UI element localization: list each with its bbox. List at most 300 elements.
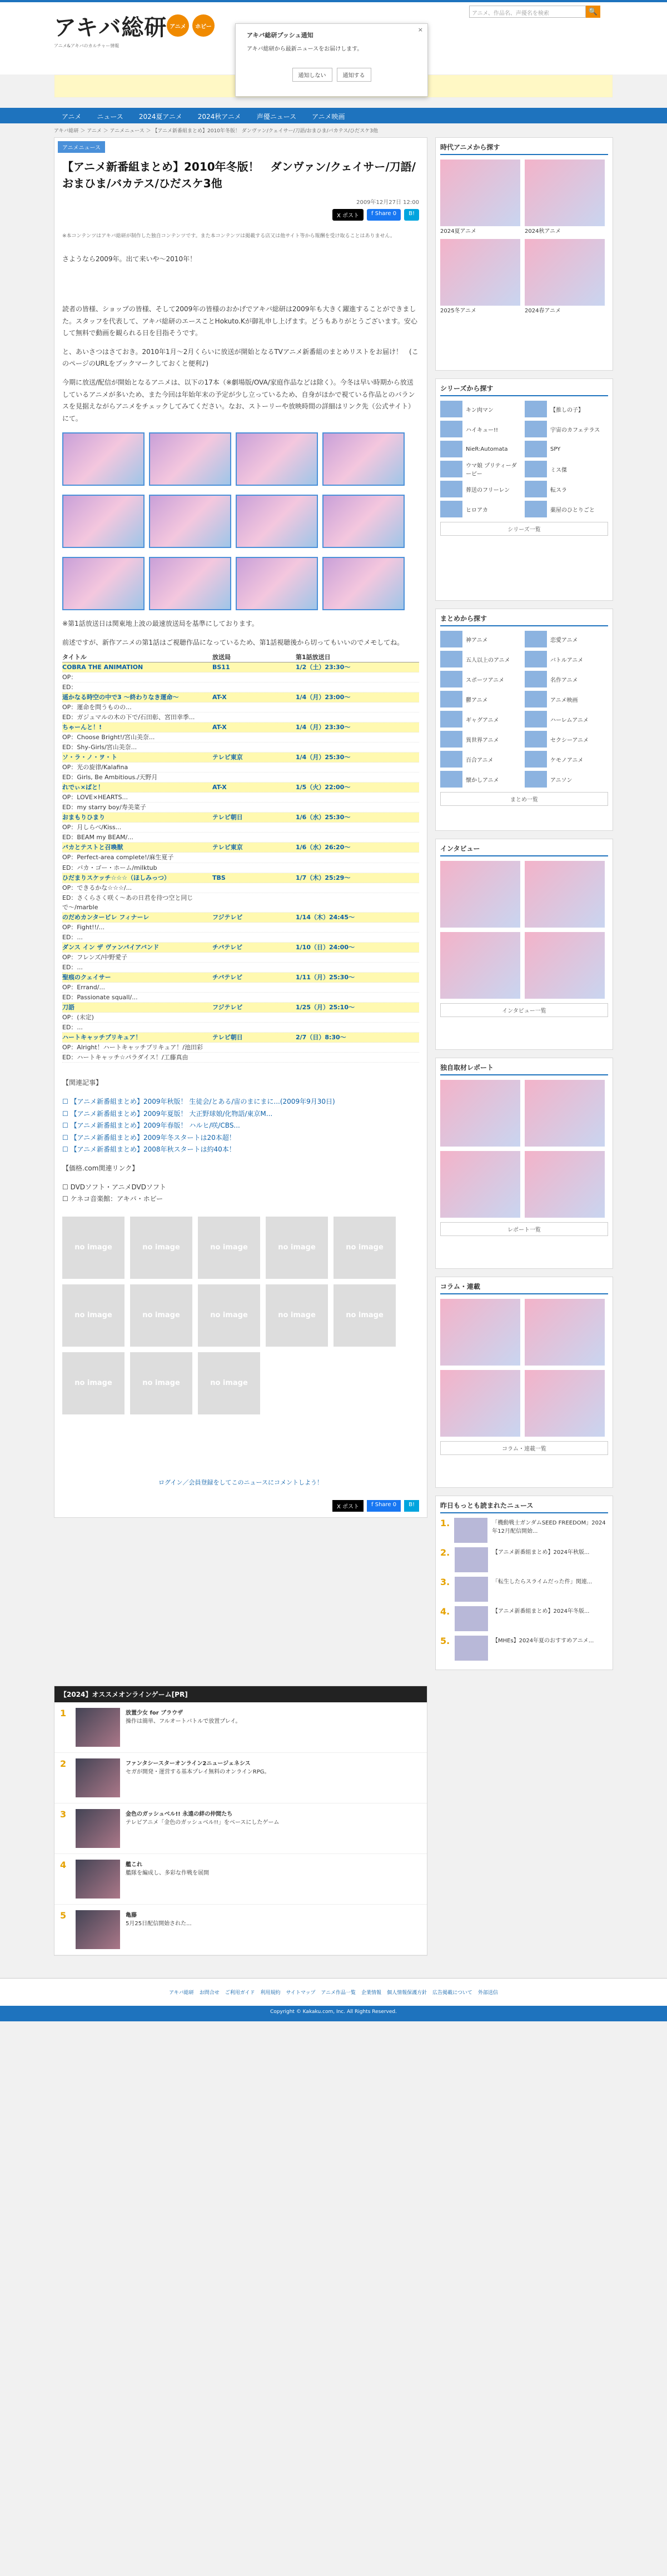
anime-title: OP：月しらべ/Kiss... xyxy=(62,824,122,831)
rank-title: 「転生したらスライムだった件」関連... xyxy=(492,1579,593,1585)
disclaimer: ※本コンテンツはアキバ総研が制作した独自コンテンツです。また本コンテンツは掲載する店又は他サイト等から報酬を受け取ることはありません。 xyxy=(62,233,396,239)
matome-thumb xyxy=(440,731,462,748)
matome-label: ギャグアニメ xyxy=(466,717,499,724)
series-thumb xyxy=(525,421,547,437)
search-icon[interactable]: 🔍 xyxy=(586,6,600,18)
anime-thumbnail[interactable] xyxy=(149,557,231,610)
no-image-placeholder[interactable]: no image xyxy=(198,1284,260,1347)
anime-title[interactable]: れでぃ×ばと！ xyxy=(62,784,104,791)
anime-title[interactable]: 聖痕のクェイサー xyxy=(62,974,111,981)
table-row xyxy=(62,1023,419,1033)
nav-item[interactable]: アニメ xyxy=(62,113,82,121)
publish-date: 2009年12月27日 12:00 xyxy=(356,200,419,206)
site-header xyxy=(0,2,667,79)
series-thumb xyxy=(440,441,462,457)
series-link[interactable] xyxy=(440,401,521,417)
table-row xyxy=(62,763,419,773)
related-link[interactable]: ☐ 【アニメ新番組まとめ】2009年秋版！ 生徒会/とある/宙のまにまに...(2009年9月30日) xyxy=(62,1098,335,1106)
season-link[interactable]: 2025冬アニメ xyxy=(440,239,520,314)
push-body: アキバ総研から最新ニュースをお届けします。 xyxy=(247,46,363,52)
interview-thumb[interactable] xyxy=(525,932,605,999)
no-image-placeholder[interactable]: no image xyxy=(130,1284,192,1347)
anime-title: ED：Passionate squall/... xyxy=(62,994,138,1001)
anime-thumbnail[interactable] xyxy=(62,495,145,548)
station xyxy=(212,993,296,1002)
nav-item[interactable]: アニメ映画 xyxy=(312,113,345,121)
matome-label: アニソン xyxy=(550,777,573,784)
footer xyxy=(0,1978,667,2006)
anime-thumbnail[interactable] xyxy=(322,432,405,486)
start-date xyxy=(296,793,419,802)
table-row xyxy=(62,783,419,793)
station: フジテレビ xyxy=(212,913,243,921)
rank-thumb xyxy=(455,1606,488,1631)
station xyxy=(212,733,296,742)
station xyxy=(212,803,296,812)
matome-thumb xyxy=(440,651,462,667)
matome-thumb xyxy=(440,771,462,788)
no-image-placeholder[interactable]: no image xyxy=(266,1284,328,1347)
table-row xyxy=(62,1013,419,1023)
matome-thumb xyxy=(440,671,462,687)
series-link[interactable] xyxy=(525,481,606,497)
start-date xyxy=(296,953,419,962)
game-desc: 操作は簡単、フルオートバトルで放置プレイ。 xyxy=(126,1718,241,1725)
series-link[interactable] xyxy=(525,421,606,437)
rank-item[interactable] xyxy=(440,1636,608,1661)
matome-link[interactable] xyxy=(440,671,521,687)
related-link[interactable]: ☐ 【アニメ新番組まとめ】2008年秋スタートは約40本！ xyxy=(62,1145,236,1154)
series-link[interactable] xyxy=(525,401,606,417)
start-date xyxy=(296,833,419,842)
anime-title: OP：Fight!!/... xyxy=(62,923,105,931)
rank-title: 【アニメ新番組まとめ】2024年冬版... xyxy=(492,1608,590,1615)
intro-text: さようなら2009年。出て来いや〜2010年！ xyxy=(62,255,197,263)
matome-label: スポーツアニメ xyxy=(466,677,505,684)
sidebar-heading: 時代アニメから探す xyxy=(440,142,608,155)
comment-login-link[interactable]: ログイン／会員登録をしてこのニュースにコメントしよう！ xyxy=(158,1478,323,1486)
report-thumb[interactable] xyxy=(525,1151,605,1218)
copyright: Copyright © Kakaku.com, Inc. All Rights Reserved. xyxy=(0,2006,667,2021)
nav-item[interactable]: 声優ニュース xyxy=(256,113,297,121)
table-row xyxy=(62,753,419,763)
report-thumb[interactable] xyxy=(525,1080,605,1147)
push-dialog xyxy=(235,23,428,97)
footer-link[interactable]: 外部送信 xyxy=(477,1990,498,1996)
anime-title[interactable]: ひだまりスケッチ☆☆☆（ほしみっつ） xyxy=(62,874,171,881)
matome-link[interactable] xyxy=(440,711,521,728)
no-image-placeholder[interactable]: no image xyxy=(130,1352,192,1414)
matome-link[interactable] xyxy=(440,691,521,707)
series-link[interactable] xyxy=(440,501,521,517)
rank-item[interactable] xyxy=(440,1547,608,1572)
station: テレビ東京 xyxy=(212,754,243,761)
series-link[interactable] xyxy=(525,441,606,457)
nav-item[interactable]: 2024秋アニメ xyxy=(197,113,241,121)
anime-title: OP：Errand/... xyxy=(62,984,105,991)
station: AT-X xyxy=(212,784,227,791)
game-title[interactable]: 放置少女 for ブラウザ xyxy=(126,1710,183,1716)
table-row xyxy=(62,743,419,753)
anime-title: ED：Girls, Be Ambitious./天野月 xyxy=(62,774,158,781)
footer-link[interactable]: 利用規約 xyxy=(260,1990,281,1996)
matome-link[interactable] xyxy=(440,731,521,748)
recommend-item[interactable] xyxy=(54,1753,427,1803)
anime-thumbnail[interactable] xyxy=(149,495,231,548)
matome-link[interactable] xyxy=(525,651,606,667)
station xyxy=(212,712,296,722)
sidebar-heading: 独自取材レポート xyxy=(440,1063,608,1075)
season-link[interactable]: 2024夏アニメ xyxy=(440,160,520,235)
recommend-item[interactable] xyxy=(54,1702,427,1753)
hatena-button[interactable]: B! xyxy=(404,1500,419,1512)
footer-link[interactable]: 企業情報 xyxy=(361,1990,382,1996)
recommend-item[interactable] xyxy=(54,1803,427,1854)
anime-thumbnail[interactable] xyxy=(322,557,405,610)
start-date: 2/7（日）8:30〜 xyxy=(296,1034,346,1042)
game-title[interactable]: 艦これ xyxy=(126,1862,142,1868)
station: テレビ朝日 xyxy=(212,1034,243,1042)
series-link[interactable] xyxy=(440,461,521,477)
no-image-placeholder[interactable]: no image xyxy=(266,1217,328,1279)
table-row xyxy=(62,712,419,723)
series-label: 宇宙のカフェテラス xyxy=(550,427,600,434)
matome-link[interactable] xyxy=(525,731,606,748)
matome-label: 百合アニメ xyxy=(466,757,494,764)
no-image-placeholder[interactable]: no image xyxy=(130,1217,192,1279)
series-thumb xyxy=(440,421,462,437)
station xyxy=(212,963,296,972)
table-row xyxy=(62,682,419,692)
anime-title[interactable]: のだめカンタービレ フィナーレ xyxy=(62,913,150,921)
game-title[interactable]: 金色のガッシュベル!! 永遠の絆の仲間たち xyxy=(126,1811,233,1817)
rank-thumb xyxy=(455,1577,488,1602)
station xyxy=(212,833,296,842)
table-row xyxy=(62,873,419,883)
start-date: 1/25（月）25:10〜 xyxy=(296,1004,355,1012)
shop-link[interactable]: ☐ ケネコ音楽館：アキバ・ホビー xyxy=(62,1195,163,1203)
no-image-placeholder[interactable]: no image xyxy=(62,1284,125,1347)
series-label: 薬屋のひとりごと xyxy=(550,507,595,514)
rank-item[interactable] xyxy=(440,1518,608,1543)
anime-title[interactable]: ソ・ラ・ノ・ヲ・ト xyxy=(62,754,117,761)
station: テレビ東京 xyxy=(212,844,243,851)
close-icon[interactable]: × xyxy=(417,26,423,33)
no-image-placeholder[interactable]: no image xyxy=(62,1217,125,1279)
allow-button[interactable]: 通知する xyxy=(337,68,371,82)
more-button[interactable]: まとめ一覧 xyxy=(440,792,608,806)
start-date: 1/6（水）25:30〜 xyxy=(296,814,351,821)
start-date xyxy=(296,1013,419,1022)
station xyxy=(212,672,296,682)
footer-link[interactable]: アキバ総研 xyxy=(169,1990,194,1996)
matome-label: 恋愛アニメ xyxy=(550,637,578,644)
start-date xyxy=(296,983,419,992)
anime-title[interactable]: ダンス イン ザ ヴァンパイアバンド xyxy=(62,943,160,951)
column-thumb[interactable] xyxy=(525,1370,605,1437)
breadcrumb[interactable]: アキバ総研 ＞ アニメ ＞ アニメニュース ＞ 【アニメ新番組まとめ】2010年冬版！ ダンヴァン/クェイサー/刀語/おまひま/バカテス/ひだスケ3他 xyxy=(54,128,379,134)
start-date: 1/10（日）24:00〜 xyxy=(296,943,355,951)
article xyxy=(54,137,427,1518)
facebook-share-button[interactable]: f Share 0 xyxy=(367,1500,401,1512)
no-image-placeholder[interactable]: no image xyxy=(334,1217,396,1279)
game-info xyxy=(126,1910,192,1949)
station: フジテレビ xyxy=(212,1004,243,1012)
hatena-button[interactable]: B! xyxy=(404,209,419,221)
site-logo[interactable]: アキバ総研 アニメ&アキバのカルチャー情報 xyxy=(54,14,167,48)
matome-thumb xyxy=(440,691,462,707)
anime-title: OP：LOVE×HEARTS... xyxy=(62,794,128,801)
matome-thumb xyxy=(525,671,547,687)
related-link[interactable]: ☐ 【アニメ新番組まとめ】2009年春版！ ハルヒ/咲/CBS... xyxy=(62,1122,240,1130)
game-title[interactable]: 亀藤 xyxy=(126,1912,137,1919)
anime-title[interactable]: COBRA THE ANIMATION xyxy=(62,663,143,671)
series-label: 葬送のフリーレン xyxy=(466,487,510,494)
matome-link[interactable] xyxy=(440,771,521,788)
column-thumb[interactable] xyxy=(525,1299,605,1366)
related-link[interactable]: ☐ 【アニメ新番組まとめ】2009年夏版！ 大正野球娘/化物語/東京M... xyxy=(62,1109,273,1118)
no-image-placeholder[interactable]: no image xyxy=(198,1352,260,1414)
report-thumb[interactable] xyxy=(440,1151,520,1218)
matome-thumb xyxy=(525,631,547,647)
rank-thumb xyxy=(455,1547,488,1572)
series-link[interactable] xyxy=(440,481,521,497)
sidebar-heading: 昨日もっとも読まれたニュース xyxy=(440,1501,608,1513)
anime-title[interactable]: おまもりひまり xyxy=(62,814,105,821)
footer-link[interactable]: お問合せ xyxy=(199,1990,220,1996)
series-label: 【推しの子】 xyxy=(550,407,584,413)
anime-title: ED：さくらさく咲く〜あの日君を待つ空と同じで〜/marble xyxy=(62,894,193,911)
series-label: ミス傑 xyxy=(550,467,567,474)
deny-button[interactable]: 通知しない xyxy=(292,68,332,82)
related-link[interactable]: ☐ 【アニメ新番組まとめ】2009年冬スタートは20本超！ xyxy=(62,1133,236,1142)
matome-link[interactable] xyxy=(440,751,521,768)
matome-thumb xyxy=(525,711,547,728)
table-header: 第1話放送日 xyxy=(296,653,331,661)
recommend-item[interactable] xyxy=(54,1854,427,1905)
no-image-placeholder[interactable]: no image xyxy=(198,1217,260,1279)
matome-label: ケモノアニメ xyxy=(550,757,584,764)
series-link[interactable] xyxy=(440,421,521,437)
matome-link[interactable] xyxy=(440,631,521,647)
footer-link[interactable]: アニメ作品一覧 xyxy=(321,1990,356,1996)
start-date xyxy=(296,702,419,712)
footer-link[interactable]: ご利用ガイド xyxy=(225,1990,255,1996)
matome-thumb xyxy=(525,751,547,768)
body-text: 今期に放送/配信が開始となるアニメは、以下の17本（※劇場版/OVA/家庭作品などは除く）。今冬は早い時期から放送しているアニメが多いため、また今回は年始年末の予定が少し立っているため、自身がほかで視ている作品とのバランスを見据えながらアニメをチェックしてみてください。なお、ストーリーや放映時間の詳細はリンク先（公式サイト）にて。 xyxy=(62,378,415,422)
rank-number: 3 xyxy=(60,1809,67,1820)
report-thumb[interactable] xyxy=(440,1080,520,1147)
station xyxy=(212,1023,296,1032)
anime-thumbnail[interactable] xyxy=(236,432,318,486)
anime-title[interactable]: 刀語 xyxy=(62,1004,74,1012)
anime-title: ED：Shy-Girls/宮山美奈... xyxy=(62,743,137,751)
matome-link[interactable] xyxy=(525,671,606,687)
matome-link[interactable] xyxy=(440,651,521,667)
no-image-placeholder[interactable]: no image xyxy=(62,1352,125,1414)
station xyxy=(212,702,296,712)
station xyxy=(212,743,296,752)
anime-title: OP：(未定) xyxy=(62,1014,94,1022)
table-row xyxy=(62,773,419,783)
series-label: ヒロアカ xyxy=(466,507,488,514)
station xyxy=(212,1013,296,1022)
table-row xyxy=(62,993,419,1003)
game-thumb xyxy=(76,1758,120,1797)
table-row xyxy=(62,893,419,913)
table-row xyxy=(62,733,419,743)
station: テレビ朝日 xyxy=(212,814,243,821)
anime-thumbnail[interactable] xyxy=(236,557,318,610)
start-date xyxy=(296,1043,419,1052)
more-button[interactable]: レポート一覧 xyxy=(440,1222,608,1236)
rank-item[interactable] xyxy=(440,1577,608,1602)
start-date xyxy=(296,763,419,772)
shop-link[interactable]: ☐ DVDソフト・アニメDVDソフト xyxy=(62,1183,166,1191)
matome-link[interactable] xyxy=(525,751,606,768)
matome-thumb xyxy=(525,651,547,667)
anime-title[interactable]: ちゃーんと！! xyxy=(62,723,102,731)
matome-link[interactable] xyxy=(525,711,606,728)
game-desc: 艦隊を編成し、多彩な作戦を展開 xyxy=(126,1870,209,1876)
matome-thumb xyxy=(440,631,462,647)
sidebar-heading: コラム・連載 xyxy=(440,1282,608,1294)
rank-number: 3. xyxy=(440,1577,450,1587)
footer-link[interactable]: 広告掲載について xyxy=(432,1990,472,1996)
body-text: ※第1話放送日は関東地上波の最速放送局を基準にしております。 xyxy=(62,620,258,628)
table-row xyxy=(62,983,419,993)
table-row xyxy=(62,803,419,813)
matome-link[interactable] xyxy=(525,631,606,647)
nav-item[interactable]: 2024夏アニメ xyxy=(138,113,182,121)
hobby-button[interactable]: ホビー xyxy=(192,14,215,37)
start-date: 1/4（月）25:30〜 xyxy=(296,754,351,761)
table-row xyxy=(62,843,419,853)
anime-title: OP：光の旋律/Kalafina xyxy=(62,764,128,771)
game-desc: セガが開発・運営する基本プレイ無料のオンラインRPG。 xyxy=(126,1769,270,1775)
anime-title[interactable]: ハートキャッチプリキュア！ xyxy=(62,1034,142,1042)
more-button[interactable]: コラム・連載一覧 xyxy=(440,1441,608,1455)
station: BS11 xyxy=(212,663,230,671)
no-image-placeholder[interactable]: no image xyxy=(334,1284,396,1347)
search-input[interactable]: アニメ、作品名、声優名を検索 xyxy=(469,6,586,18)
sidebar-heading: シリーズから探す xyxy=(440,383,608,396)
start-date: 1/4（月）23:00〜 xyxy=(296,693,351,701)
table-header: タイトル xyxy=(62,653,87,661)
station xyxy=(212,823,296,832)
interview-thumb[interactable] xyxy=(525,861,605,928)
anime-title: ED：... xyxy=(62,933,83,941)
x-share-button[interactable]: X ポスト xyxy=(332,1500,364,1512)
interview-thumb[interactable] xyxy=(440,932,520,999)
body-text: と、あいさつはさておき。2010年1月〜2月くらいに放送が開始となるTVアニメ新番組のまとめリストをお届け！ (このページのURLをブックマークしておくと便利♪) xyxy=(62,347,419,368)
season-link[interactable]: 2024秋アニメ xyxy=(525,160,605,235)
recommend-item[interactable] xyxy=(54,1905,427,1955)
anime-title: OP：Choose Bright!/宮山美奈... xyxy=(62,733,155,741)
rank-item[interactable] xyxy=(440,1606,608,1631)
anime-thumbnail[interactable] xyxy=(62,432,145,486)
start-date xyxy=(296,893,419,912)
anime-button[interactable]: アニメ xyxy=(167,14,189,37)
start-date: 1/2（土）23:30〜 xyxy=(296,663,351,671)
anime-title[interactable]: 遥かなる時空の中で3 〜終わりなき運命〜 xyxy=(62,693,179,701)
more-button[interactable]: シリーズ一覧 xyxy=(440,522,608,536)
rank-number: 5. xyxy=(440,1636,450,1646)
matome-thumb xyxy=(440,751,462,768)
anime-thumbnail[interactable] xyxy=(322,495,405,548)
table-header: 放送局 xyxy=(212,653,231,661)
x-share-button[interactable]: X ポスト xyxy=(332,209,364,221)
facebook-share-button[interactable]: f Share 0 xyxy=(367,209,401,221)
body-text: 前述ですが、新作アニメの第1話はご視聴作品になっているため、第1話視聴後から切ってもいいのでメモしてね。 xyxy=(62,638,404,646)
table-row xyxy=(62,933,419,943)
station xyxy=(212,863,296,873)
footer-link[interactable]: サイトマップ xyxy=(286,1990,316,1996)
start-date xyxy=(296,682,419,692)
nav-item[interactable]: ニュース xyxy=(97,113,123,121)
station: チバテレビ xyxy=(212,943,243,951)
sidebar-heading: まとめから探す xyxy=(440,614,608,626)
matome-link[interactable] xyxy=(525,771,606,788)
series-label: ハイキュー!! xyxy=(466,427,499,434)
sidebar xyxy=(435,137,613,1678)
anime-title: OP：できるかな☆☆☆/... xyxy=(62,884,132,891)
column-thumb[interactable] xyxy=(440,1299,520,1366)
game-thumb xyxy=(76,1860,120,1899)
start-date: 1/7（木）25:29〜 xyxy=(296,874,351,881)
column-thumb[interactable] xyxy=(440,1370,520,1437)
station xyxy=(212,1053,296,1062)
category-label[interactable]: アニメニュース xyxy=(58,141,105,153)
anime-thumbnail[interactable] xyxy=(236,495,318,548)
interview-thumb[interactable] xyxy=(440,861,520,928)
anime-title: ED：ハートキャッチ☆パラダイス！/工藤真由 xyxy=(62,1054,188,1062)
table-row xyxy=(62,702,419,712)
game-title[interactable]: ファンタシースターオンライン2ニュージェネシス xyxy=(126,1761,251,1767)
anime-title: OP：フレンズ/中野愛子 xyxy=(62,953,127,961)
station xyxy=(212,773,296,782)
series-link[interactable] xyxy=(525,461,606,477)
footer-link[interactable]: 個人情報保護方針 xyxy=(387,1990,427,1996)
rank-number: 2 xyxy=(60,1758,67,1769)
table-row xyxy=(62,943,419,953)
start-date: 1/6（水）26:20〜 xyxy=(296,844,351,851)
start-date xyxy=(296,933,419,942)
anime-title[interactable]: バカとテストと召喚獣 xyxy=(62,844,123,851)
station xyxy=(212,793,296,802)
game-thumb xyxy=(76,1708,120,1747)
series-link[interactable] xyxy=(525,501,606,517)
table-row xyxy=(62,662,419,672)
series-link[interactable] xyxy=(440,441,521,457)
more-button[interactable]: インタビュー一覧 xyxy=(440,1003,608,1017)
game-info xyxy=(126,1809,279,1848)
matome-label: バトルアニメ xyxy=(550,657,584,664)
series-label: NieR:Automata xyxy=(466,446,508,452)
anime-thumbnail[interactable] xyxy=(149,432,231,486)
game-info xyxy=(126,1708,241,1747)
season-link[interactable]: 2024春アニメ xyxy=(525,239,605,314)
matome-link[interactable] xyxy=(525,691,606,707)
matome-label: 名作アニメ xyxy=(550,677,578,684)
start-date: 1/4（月）23:30〜 xyxy=(296,723,351,731)
page-title: 【アニメ新番組まとめ】2010年冬版！ ダンヴァン/クェイサー/刀語/おまひま/バカテス/ひだスケ3他 xyxy=(62,160,416,190)
anime-thumbnail[interactable] xyxy=(62,557,145,610)
game-info xyxy=(126,1758,270,1797)
matome-thumb xyxy=(525,771,547,788)
station xyxy=(212,853,296,862)
table-row xyxy=(62,973,419,983)
